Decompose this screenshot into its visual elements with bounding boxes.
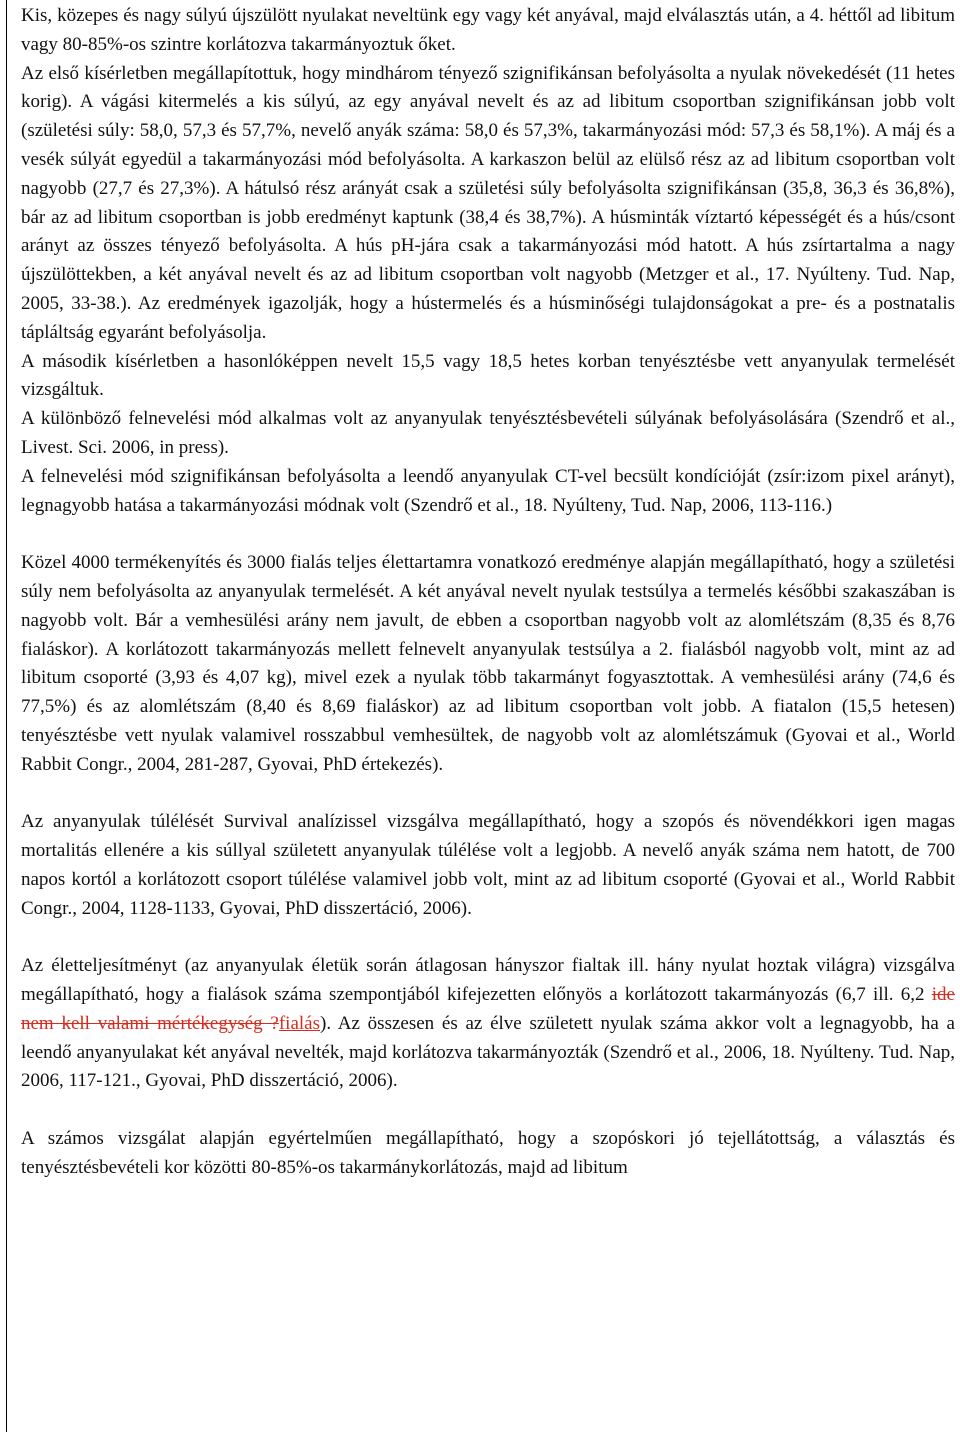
paragraph-8-text-before: Az életteljesítményt (az anyanyulak életük során átlagosan hányszor fialtak ill. hány nyulat hoztak világra) vizsgálva megállapítható, hogy a fialások száma szempontjából kifejezetten előnyös a korlátozott takarmányozás (6,7 ill. 6,2 — [21, 955, 955, 1006]
tracked-insertion: fialás — [278, 1012, 320, 1034]
tracked-deletion: ide nem kell valami mértékegység ? — [21, 984, 955, 1034]
paragraph-1: Kis, közepes és nagy súlyú újszülött nyulakat neveltünk egy vagy két anyával, majd elválasztás után, a 4. héttől ad libitum vagy 80-85%-os szintre korlátozva takarmányoztuk őket. — [21, 5, 955, 55]
change-bar — [6, 0, 7, 1432]
paragraph-6: Közel 4000 termékenyítés és 3000 fialás teljes élettartamra vonatkozó eredménye alapján megállapítható, hogy a születési súly nem befolyásolta az anyanyulak termelését. A két anyával nevelt nyulak testsúlya a termelés későbbi szakaszában is nagyobb volt. Bár a vemhesülési arány nem javult, de ebben a csoportban nagyobb volt az alomlétszám (8,35 és 8,76 fialáskor). A korlátozott takarmányozás mellett felnevelt anyanyulak testsúlya a 2. fialásból nagyobb volt, mint az ad libitum csoporté (3,93 és 4,07 kg), mivel ezek a nyulak több takarmányt fogyasztottak. A vemhesülési arány (74,6 és 77,5%) és az alomlétszám (8,40 és 8,69 fialáskor) az ad libitum csoportban volt jobb. A fiatalon (15,5 hetesen) tenyésztésbe vett nyulak valamivel rosszabbul vemhesültek, de nagyobb volt az alomlétszámuk (Gyovai et al., World Rabbit Congr., 2004, 281-287, Gyovai, PhD értekezés). — [21, 552, 955, 775]
paragraph-8 — [21, 952, 955, 1096]
paragraph-7: Az anyanyulak túlélését Survival analízissel vizsgálva megállapítható, hogy a szopós és növendékkori igen magas mortalitás ellenére a kis súllyal született anyanyulak túlélése volt a legjobb. A nevelő anyák száma nem hatott, de 700 napos kortól a korlátozott csoport túlélése valamivel jobb volt, mint az ad libitum csoporté (Gyovai et al., World Rabbit Congr., 2004, 1128-1133, Gyovai, PhD disszertáció, 2006). — [21, 811, 955, 919]
paragraph-2: Az első kísérletben megállapítottuk, hogy mindhárom tényező szignifikánsan befolyásolta a nyulak növekedését (11 hetes korig). A vágási kitermelés a kis súlyú, az egy anyával nevelt és az ad libitum csoportban szignifikánsan jobb volt (születési súly: 58,0, 57,3 és 57,7%, nevelő anyák száma: 58,0 és 57,3%, takarmányozási mód: 57,3 és 58,1%). A máj és a vesék súlyát egyedül a takarmányozási mód befolyásolta. A karkaszon belül az elülső rész az ad libitum csoportban volt nagyobb (27,7 és 27,3%). A hátulsó rész arányát csak a születési súly befolyásolta szignifikánsan (35,8, 36,3 és 36,8%), bár az ad libitum csoportban is jobb eredményt kaptunk (38,4 és 38,7%). A húsminták víztartó képességét és a hús/csont arányt az összes tényező befolyásolta. A hús pH-jára csak a takarmányozási mód hatott. A hús zsírtartalma a nagy újszülöttekben, a két anyával nevelt és az ad libitum csoportban volt nagyobb (Metzger et al., 17. Nyúlteny. Tud. Nap, 2005, 33-38.). Az eredmények igazolják, hogy a hústermelés és a húsminőségi tulajdonságokat a pre- és a postnatalis tápláltság egyaránt befolyásolja. — [21, 62, 955, 343]
paragraph-4: A különböző felnevelési mód alkalmas volt az anyanyulak tenyésztésbevételi súlyának befolyásolására (Szendrő et al., Livest. Sci. 2006, in press). — [21, 408, 955, 458]
document-body — [21, 2, 955, 1183]
paragraph-5: A felnevelési mód szignifikánsan befolyásolta a leendő anyanyulak CT-vel becsült kondícióját (zsír:izom pixel arányt), legnagyobb hatása a takarmányozási módnak volt (Szendrő et al., 18. Nyúlteny, Tud. Nap, 2006, 113-116.) — [21, 465, 955, 516]
paragraph-9: A számos vizsgálat alapján egyértelműen megállapítható, hogy a szopóskori jó tejellátottság, a választás és tenyésztésbevételi kor közötti 80-85%-os takarmánykorlátozás, majd ad libitum — [21, 1128, 955, 1178]
paragraph-3: A második kísérletben a hasonlóképpen nevelt 15,5 vagy 18,5 hetes korban tenyésztésbe vett anyanyulak termelését vizsgáltuk. — [21, 350, 955, 401]
paragraph-8-text-after: ). Az összesen és az élve született nyulak száma akkor volt a legnagyobb, ha a leendő anyanyulakat két anyával nevelték, majd korlátozva takarmányozták (Szendrő et al., 2006, 18. Nyúlteny. Tud. Nap, 2006, 117-121., Gyovai, PhD disszertáció, 2006). — [21, 1012, 955, 1092]
